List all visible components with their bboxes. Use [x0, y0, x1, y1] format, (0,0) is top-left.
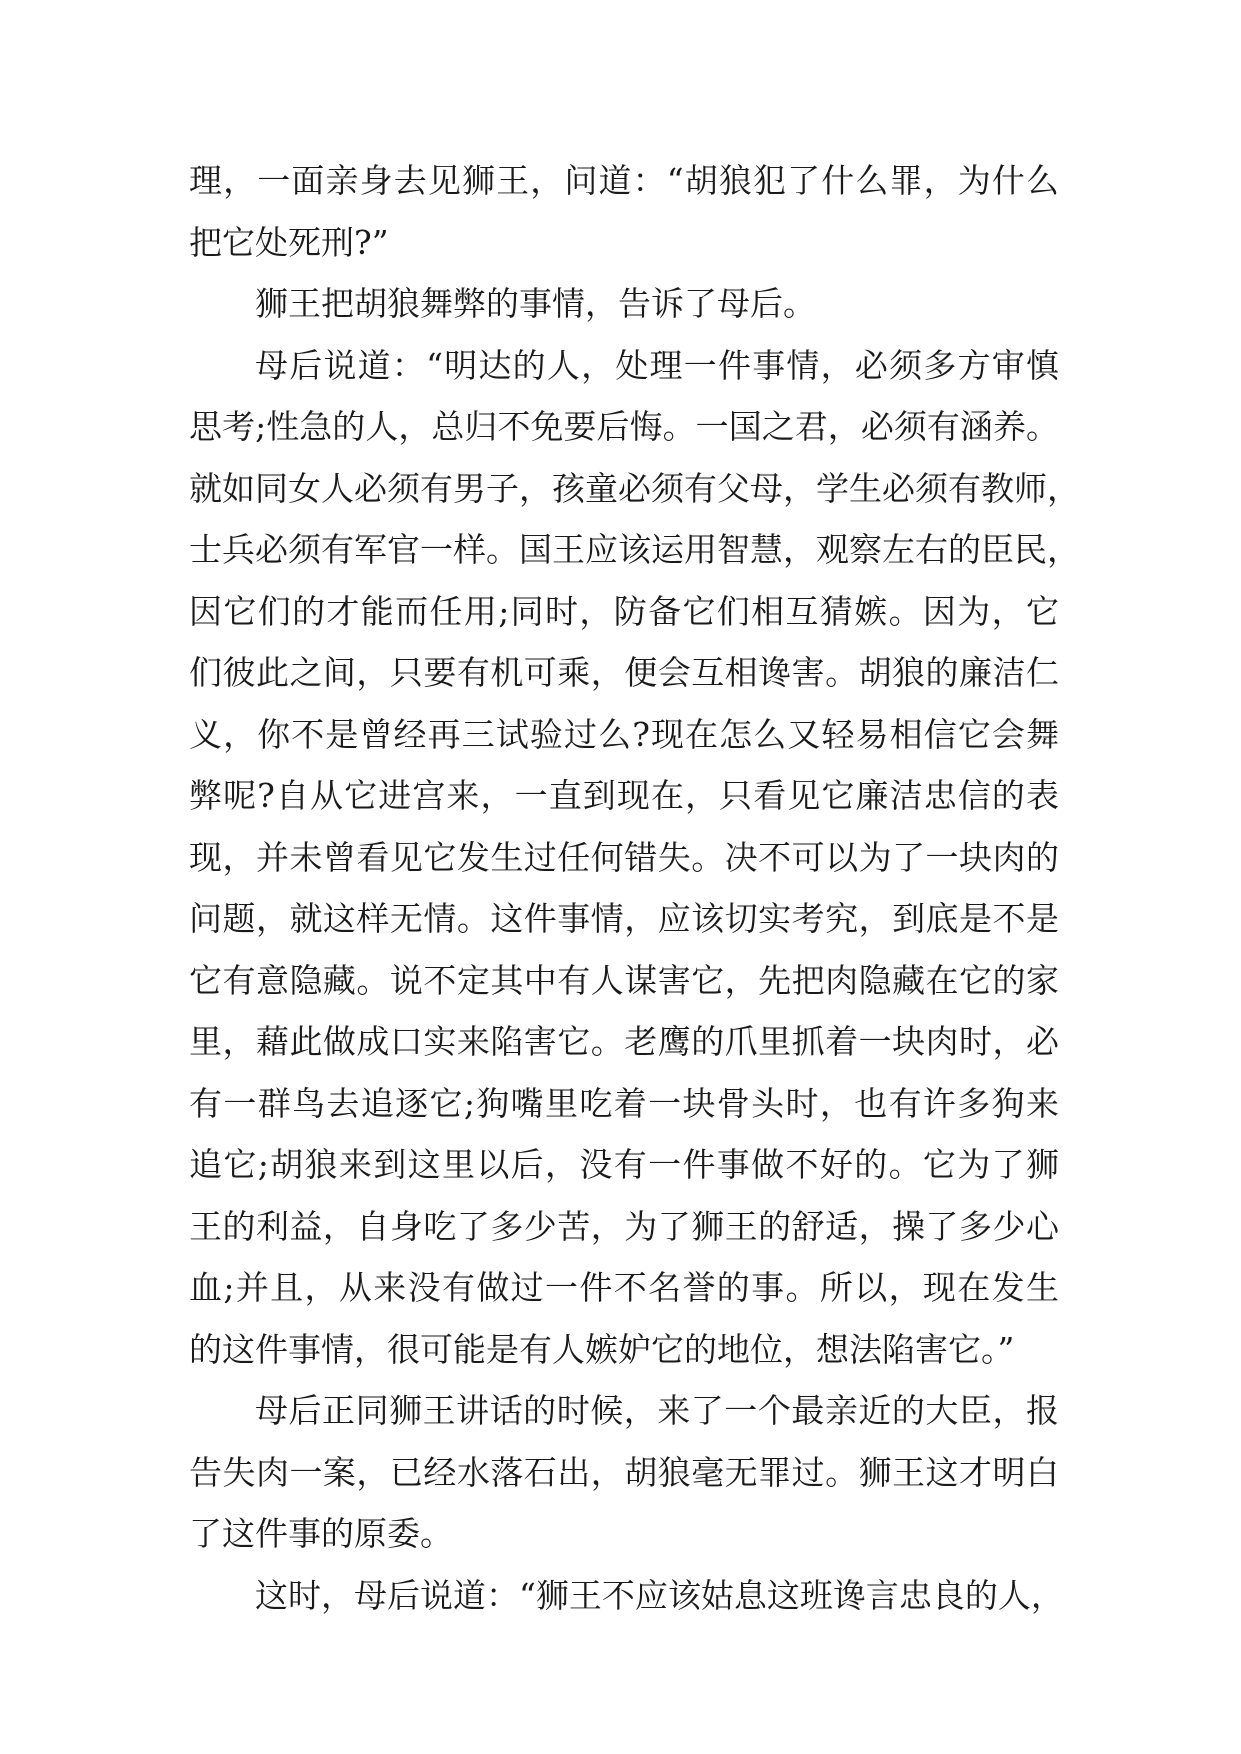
text-line: 血;并且，从来没有做过一件不名誉的事。所以，现在发生	[189, 1268, 1059, 1307]
text-line: 王的利益，自身吃了多少苦，为了狮王的舒适，操了多少心	[189, 1206, 1059, 1246]
text-line: 士兵必须有军官一样。国王应该运用智慧，观察左右的臣民，	[189, 530, 1080, 569]
text-line: 们彼此之间，只要有机可乘，便会互相谗害。胡狼的廉洁仁	[189, 653, 1059, 692]
text-line: 思考;性急的人，总归不免要后悔。一国之君，必须有涵养。	[189, 407, 1059, 446]
text-line: 里，藉此做成口实来陷害它。老鹰的爪里抓着一块肉时，必	[189, 1022, 1059, 1061]
text-line: 母后说道：“明达的人，处理一件事情，必须多方审慎	[255, 345, 1059, 385]
text-line: 有一群鸟去追逐它;狗嘴里吃着一块骨头时，也有许多狗来	[189, 1083, 1059, 1123]
text-line: 狮王把胡狼舞弊的事情，告诉了母后。	[255, 284, 816, 323]
text-line: 因它们的才能而任用;同时，防备它们相互猜嫉。因为，它	[189, 591, 1059, 631]
text-line: 理，一面亲身去见狮王，问道：“胡狼犯了什么罪，为什么	[189, 161, 1059, 200]
text-line: 问题，就这样无情。这件事情，应该切实考究，到底是不是	[189, 899, 1059, 938]
text-line: 母后正同狮王讲话的时候，来了一个最亲近的大臣，报	[255, 1391, 1059, 1430]
text-line: 这时，母后说道：“狮王不应该姑息这班谗言忠良的人，	[255, 1575, 1064, 1615]
text-line: 它有意隐藏。说不定其中有人谋害它，先把肉隐藏在它的家	[189, 960, 1059, 1000]
text-line: 义，你不是曾经再三试验过么?现在怎么又轻易相信它会舞	[189, 714, 1059, 754]
text-line: 追它;胡狼来到这里以后，没有一件事做不好的。它为了狮	[189, 1145, 1059, 1184]
text-line: 就如同女人必须有男子，孩童必须有父母，学生必须有教师，	[189, 468, 1080, 508]
text-line: 现，并未曾看见它发生过任何错失。决不可以为了一块肉的	[189, 837, 1059, 877]
text-line: 的这件事情，很可能是有人嫉妒它的地位，想法陷害它。”	[189, 1329, 1015, 1369]
text-line: 告失肉一案，已经水落石出，胡狼毫无罪过。狮王这才明白	[189, 1452, 1059, 1492]
text-line: 把它处死刑?”	[189, 222, 389, 262]
text-line: 了这件事的原委。	[189, 1514, 453, 1553]
body-text	[189, 150, 1080, 1626]
text-line: 弊呢?自从它进宫来，一直到现在，只看见它廉洁忠信的表	[189, 776, 1059, 815]
